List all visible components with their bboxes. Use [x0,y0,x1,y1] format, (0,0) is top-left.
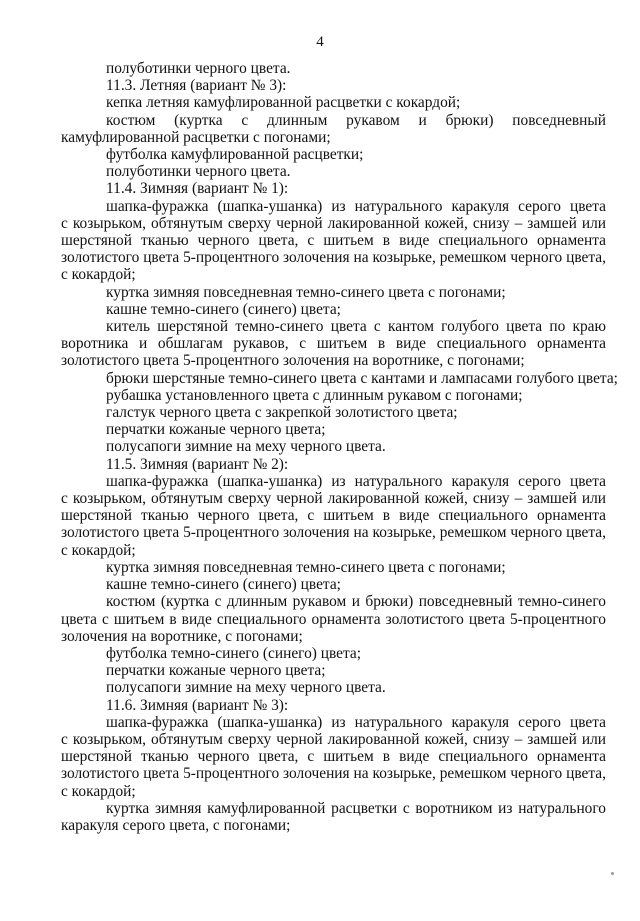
text-line: кашне темно-синего (синего) цвета; [106,300,341,318]
text-line: костюм (куртка с длинным рукавом и брюки) повседневный темно-синего [106,593,606,611]
scan-speck [611,872,614,875]
text-line: перчатки кожаные черного цвета; [106,421,326,439]
text-line: куртка зимняя повседневная темно-синего цвета с погонами; [106,283,506,301]
text-line: перчатки кожаные черного цвета; [106,662,326,680]
text-line: полусапоги зимние на меху черного цвета. [106,438,386,456]
text-line: полуботинки черного цвета. [106,163,291,181]
text-line: золотистого цвета 5-процентного золочения на козырьке, ремешком черного цвета, [61,765,606,783]
text-line: 11.4. Зимняя (вариант № 1): [106,180,289,198]
text-line: кепка летняя камуфлированной расцветки с кокардой; [106,94,461,112]
document-body [61,60,618,834]
text-line: китель шерстяной темно-синего цвета с кантом голубого цвета по краю [106,318,606,336]
text-line: шерстяной тканью черного цвета, с шитьем в виде специального орнамента [61,232,606,250]
text-line: полуботинки черного цвета. [106,60,291,77]
text-line: с козырьком, обтянутым сверху черной лакированной кожей, снизу – замшей или [61,214,606,232]
text-line: шерстяной тканью черного цвета, с шитьем в виде специального орнамента [61,748,606,766]
text-line: цвета с шитьем в виде специального орнамента золотистого цвета 5-процентного [61,610,606,628]
text-line: с козырьком, обтянутым сверху черной лакированной кожей, снизу – замшей или [61,490,606,508]
text-line: воротника и обшлагам рукавов, с шитьем в виде специального орнамента [61,335,606,353]
text-line: золочения на воротнике, с погонами; [61,627,303,645]
text-line: галстук черного цвета с закрепкой золотистого цвета; [106,404,458,422]
text-line: 11.3. Летняя (вариант № 3): [106,77,287,95]
text-line: шапка-фуражка (шапка-ушанка) из натурального каракуля серого цвета [106,197,606,215]
text-line: кашне темно-синего (синего) цвета; [106,576,341,594]
page-number: 4 [316,34,324,50]
text-line: с кокардой; [61,541,136,559]
text-line: с кокардой; [61,782,136,800]
text-line: камуфлированной расцветки с погонами; [61,128,331,146]
text-line: футболка темно-синего (синего) цвета; [106,644,362,662]
text-line: шерстяной тканью черного цвета, с шитьем в виде специального орнамента [61,507,606,525]
text-line: 11.5. Зимняя (вариант № 2): [106,455,289,473]
text-line: рубашка установленного цвета с длинным рукавом с погонами; [106,386,523,404]
text-line: шапка-фуражка (шапка-ушанка) из натурального каракуля серого цвета [106,472,606,490]
text-line: золотистого цвета 5-процентного золочения на козырьке, ремешком черного цвета, [61,524,606,542]
text-line: брюки шерстяные темно-синего цвета с кантами и лампасами голубого цвета; [106,369,618,387]
text-line: футболка камуфлированной расцветки; [106,146,364,164]
text-line: куртка зимняя повседневная темно-синего цвета с погонами; [106,558,506,576]
text-line: куртка зимняя камуфлированной расцветки с воротником из натурального [106,799,606,817]
text-line: костюм (куртка с длинным рукавом и брюки) повседневный [106,111,606,129]
text-line: полусапоги зимние на меху черного цвета. [106,679,386,697]
text-line: с кокардой; [61,266,136,284]
text-line: золотистого цвета 5-процентного золочения на козырьке, ремешком черного цвета, [61,249,606,267]
text-line: с козырьком, обтянутым сверху черной лакированной кожей, снизу – замшей или [61,730,606,748]
text-line: 11.6. Зимняя (вариант № 3): [106,696,289,714]
text-line: каракуля серого цвета, с погонами; [61,816,291,834]
text-line: шапка-фуражка (шапка-ушанка) из натурального каракуля серого цвета [106,713,606,731]
text-line: золотистого цвета 5-процентного золочения на воротнике, с погонами; [61,352,525,370]
